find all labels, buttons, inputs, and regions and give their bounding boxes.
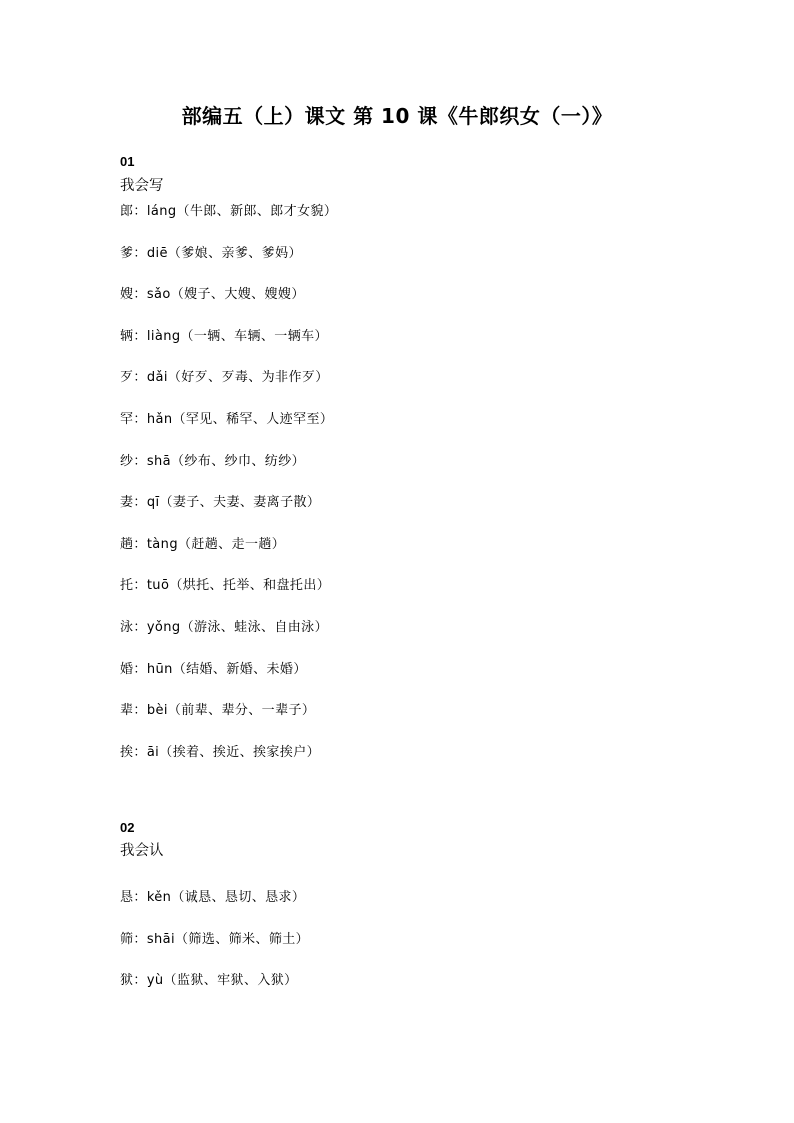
entry-char: 妻 bbox=[120, 495, 134, 511]
entry-words: （游泳、蛙泳、自由泳） bbox=[180, 619, 328, 635]
list-item bbox=[120, 410, 337, 452]
list-item bbox=[120, 535, 337, 577]
entry-char: 纱 bbox=[120, 453, 134, 469]
entry-separator: ： bbox=[133, 703, 147, 719]
entry-char: 恳 bbox=[120, 890, 134, 905]
list-item bbox=[120, 327, 337, 369]
list-item bbox=[120, 452, 337, 494]
list-item bbox=[120, 202, 337, 244]
entry-separator: ： bbox=[133, 204, 147, 219]
entry-words: （牛郎、新郎、郎才女貌） bbox=[176, 204, 338, 219]
page-title: 部编五（上）课文 第 10 课《牛郎织女（一）》 bbox=[181, 104, 613, 128]
entry-separator: ： bbox=[133, 931, 147, 947]
entry-pinyin: yù bbox=[146, 973, 164, 989]
entry-words: （妻子、夫妻、妻离子散） bbox=[159, 495, 321, 511]
entry-pinyin: yǒng bbox=[146, 619, 181, 635]
entry-words: （前辈、辈分、一辈子） bbox=[167, 703, 316, 719]
entry-words: （罕见、稀罕、人迹罕至） bbox=[172, 411, 334, 427]
list-item bbox=[120, 576, 337, 618]
recognize-list bbox=[120, 888, 309, 1013]
entry-pinyin: hūn bbox=[146, 661, 173, 677]
entry-separator: ： bbox=[133, 973, 147, 989]
list-item bbox=[120, 971, 309, 1013]
list-item bbox=[120, 493, 337, 535]
list-item bbox=[120, 285, 337, 327]
entry-words: （嫂子、大嫂、嫂嫂） bbox=[170, 287, 305, 303]
entry-pinyin: láng bbox=[146, 204, 177, 219]
entry-char: 嫂 bbox=[120, 287, 134, 303]
entry-words: （监狱、牢狱、入狱） bbox=[163, 973, 298, 989]
entry-char: 婚 bbox=[120, 661, 134, 677]
list-item bbox=[120, 368, 337, 410]
entry-words: （筛选、筛米、筛土） bbox=[175, 931, 310, 947]
entry-words: （爹娘、亲爹、爹妈） bbox=[167, 245, 302, 261]
entry-separator: ： bbox=[133, 411, 147, 427]
entry-pinyin: diē bbox=[146, 245, 168, 261]
entry-separator: ： bbox=[133, 661, 147, 677]
entry-char: 辈 bbox=[120, 703, 134, 719]
write-list bbox=[120, 202, 337, 784]
entry-words: （结婚、新婚、未婚） bbox=[172, 661, 307, 677]
entry-words: （好歹、歹毒、为非作歹） bbox=[167, 370, 329, 386]
entry-pinyin: tàng bbox=[146, 536, 178, 552]
list-item bbox=[120, 618, 337, 660]
entry-char: 狱 bbox=[120, 973, 134, 989]
section-number: 02 bbox=[120, 820, 135, 835]
section-heading-recognize: 我会认 bbox=[120, 843, 164, 859]
entry-separator: ： bbox=[133, 370, 147, 386]
entry-char: 辆 bbox=[120, 328, 134, 344]
entry-separator: ： bbox=[133, 245, 147, 261]
entry-pinyin: shāi bbox=[146, 931, 176, 947]
entry-separator: ： bbox=[133, 890, 147, 905]
entry-separator: ： bbox=[133, 453, 147, 469]
entry-separator: ： bbox=[133, 495, 147, 511]
list-item bbox=[120, 244, 337, 286]
entry-char: 罕 bbox=[120, 411, 134, 427]
entry-char: 托 bbox=[120, 578, 134, 594]
entry-pinyin: bèi bbox=[146, 703, 168, 719]
entry-separator: ： bbox=[133, 619, 147, 635]
entry-char: 爹 bbox=[120, 245, 134, 261]
entry-words: （挨着、挨近、挨家挨户） bbox=[159, 744, 321, 760]
entry-char: 歹 bbox=[120, 370, 134, 386]
entry-pinyin: dǎi bbox=[146, 370, 168, 386]
entry-separator: ： bbox=[133, 536, 147, 552]
list-item bbox=[120, 660, 337, 702]
entry-char: 筛 bbox=[120, 931, 134, 947]
list-item bbox=[120, 930, 309, 972]
list-item bbox=[120, 701, 337, 743]
section-number: 01 bbox=[120, 154, 135, 169]
entry-char: 趟 bbox=[120, 536, 134, 552]
entry-pinyin: shā bbox=[146, 453, 171, 469]
entry-separator: ： bbox=[133, 578, 147, 594]
list-item bbox=[120, 743, 337, 785]
entry-pinyin: kěn bbox=[146, 890, 172, 905]
entry-pinyin: āi bbox=[146, 744, 160, 760]
entry-words: （烘托、托举、和盘托出） bbox=[169, 578, 331, 594]
entry-words: （诚恳、恳切、恳求） bbox=[171, 890, 306, 905]
entry-char: 泳 bbox=[120, 619, 134, 635]
entry-pinyin: tuō bbox=[146, 578, 170, 594]
entry-pinyin: sǎo bbox=[146, 287, 171, 303]
entry-words: （纱布、纱巾、纺纱） bbox=[171, 453, 306, 469]
entry-separator: ： bbox=[133, 744, 147, 760]
entry-char: 挨 bbox=[120, 744, 134, 760]
entry-separator: ： bbox=[133, 287, 147, 303]
section-heading-write: 我会写 bbox=[120, 178, 164, 194]
entry-pinyin: qī bbox=[146, 495, 160, 511]
entry-words: （赶趟、走一趟） bbox=[177, 536, 286, 552]
entry-words: （一辆、车辆、一辆车） bbox=[180, 328, 328, 344]
list-item bbox=[120, 888, 309, 930]
entry-char: 郎 bbox=[120, 204, 134, 219]
entry-pinyin: hǎn bbox=[146, 411, 173, 427]
entry-separator: ： bbox=[133, 328, 147, 344]
entry-pinyin: liàng bbox=[146, 328, 181, 344]
